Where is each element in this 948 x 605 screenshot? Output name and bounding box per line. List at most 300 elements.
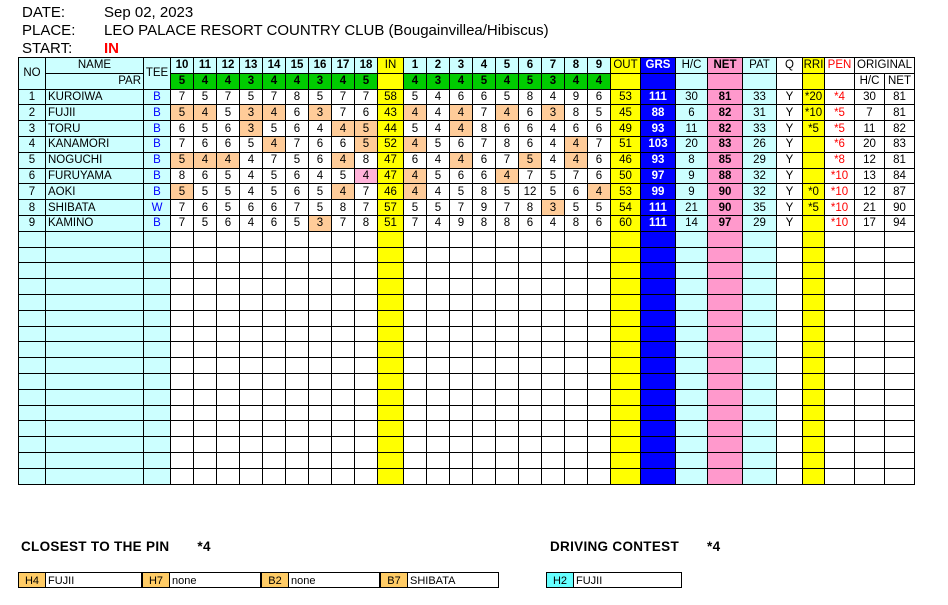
empty-cell bbox=[588, 358, 611, 374]
empty-cell bbox=[286, 421, 309, 437]
empty-cell bbox=[309, 231, 332, 247]
empty-cell bbox=[144, 326, 171, 342]
hole-score: 6 bbox=[240, 200, 263, 216]
start-line bbox=[22, 40, 119, 57]
empty-cell bbox=[588, 437, 611, 453]
empty-cell bbox=[240, 342, 263, 358]
player-name: KANAMORI bbox=[46, 136, 144, 152]
player-name: KUROIWA bbox=[46, 89, 144, 105]
par-value: 3 bbox=[542, 73, 565, 89]
empty-cell bbox=[641, 342, 676, 358]
empty-cell bbox=[19, 342, 46, 358]
empty-cell bbox=[777, 326, 803, 342]
player-handicap: 20 bbox=[676, 136, 708, 152]
empty-cell bbox=[355, 263, 378, 279]
hole-score: 8 bbox=[565, 105, 588, 121]
par-value: 5 bbox=[171, 73, 194, 89]
empty-cell bbox=[565, 326, 588, 342]
empty-cell bbox=[777, 247, 803, 263]
empty-cell bbox=[263, 247, 286, 263]
empty-cell bbox=[777, 468, 803, 484]
hole-score: 6 bbox=[286, 168, 309, 184]
col-pen: PEN bbox=[825, 58, 855, 74]
hole-score: 4 bbox=[404, 105, 427, 121]
hole-score: 5 bbox=[194, 89, 217, 105]
hole-score: 4 bbox=[332, 152, 355, 168]
hole-score: 7 bbox=[473, 105, 496, 121]
empty-cell bbox=[743, 310, 777, 326]
empty-cell bbox=[19, 389, 46, 405]
col-in: IN bbox=[378, 58, 404, 74]
hole-number: 12 bbox=[217, 58, 240, 74]
empty-cell bbox=[641, 373, 676, 389]
player-name: TORU bbox=[46, 121, 144, 137]
empty-cell bbox=[743, 468, 777, 484]
empty-cell bbox=[263, 437, 286, 453]
par-value: 4 bbox=[496, 73, 519, 89]
hole-score: 4 bbox=[404, 136, 427, 152]
empty-cell bbox=[240, 279, 263, 295]
hole-score: 6 bbox=[450, 136, 473, 152]
player-penalty: *8 bbox=[825, 152, 855, 168]
empty-cell bbox=[885, 452, 915, 468]
empty-cell bbox=[427, 263, 450, 279]
empty-cell bbox=[144, 294, 171, 310]
empty-cell bbox=[676, 468, 708, 484]
empty-cell bbox=[777, 263, 803, 279]
hole-score: 5 bbox=[171, 184, 194, 200]
empty-cell bbox=[777, 421, 803, 437]
empty-cell bbox=[588, 373, 611, 389]
empty-cell bbox=[885, 294, 915, 310]
player-orig-net: 87 bbox=[885, 184, 915, 200]
player-qualified: Y bbox=[777, 168, 803, 184]
empty-cell bbox=[496, 247, 519, 263]
place-line bbox=[22, 22, 549, 39]
hole-score: 5 bbox=[427, 200, 450, 216]
empty-cell bbox=[565, 247, 588, 263]
par-grs-blank bbox=[641, 73, 676, 89]
hole-score: 8 bbox=[565, 215, 588, 231]
empty-cell bbox=[641, 326, 676, 342]
hole-score: 4 bbox=[404, 168, 427, 184]
player-out-total: 54 bbox=[611, 200, 641, 216]
hole-score: 4 bbox=[427, 184, 450, 200]
hole-score: 5 bbox=[565, 200, 588, 216]
empty-cell bbox=[355, 294, 378, 310]
empty-cell bbox=[542, 279, 565, 295]
ctp-winner: SHIBATA bbox=[410, 575, 456, 587]
empty-cell bbox=[565, 405, 588, 421]
empty-cell bbox=[171, 452, 194, 468]
player-no: 6 bbox=[19, 168, 46, 184]
player-out-total: 53 bbox=[611, 89, 641, 105]
hole-score: 4 bbox=[332, 184, 355, 200]
empty-cell bbox=[641, 468, 676, 484]
player-no: 2 bbox=[19, 105, 46, 121]
empty-cell bbox=[708, 263, 743, 279]
empty-cell bbox=[777, 310, 803, 326]
empty-cell bbox=[404, 358, 427, 374]
empty-cell bbox=[286, 294, 309, 310]
empty-cell bbox=[194, 294, 217, 310]
empty-cell bbox=[542, 468, 565, 484]
empty-cell bbox=[263, 468, 286, 484]
hole-score: 7 bbox=[404, 215, 427, 231]
hole-score: 9 bbox=[565, 89, 588, 105]
player-net: 90 bbox=[708, 184, 743, 200]
empty-cell bbox=[855, 310, 885, 326]
empty-cell bbox=[743, 358, 777, 374]
hole-score: 6 bbox=[194, 168, 217, 184]
empty-cell bbox=[676, 452, 708, 468]
empty-cell bbox=[332, 310, 355, 326]
empty-cell bbox=[588, 468, 611, 484]
empty-cell bbox=[19, 279, 46, 295]
empty-cell bbox=[708, 326, 743, 342]
par-rri-blank bbox=[803, 73, 825, 89]
empty-cell bbox=[427, 421, 450, 437]
player-qualified: Y bbox=[777, 184, 803, 200]
col-grs: GRS bbox=[641, 58, 676, 74]
empty-cell bbox=[588, 342, 611, 358]
empty-cell bbox=[427, 310, 450, 326]
player-putts: 33 bbox=[743, 121, 777, 137]
player-out-total: 49 bbox=[611, 121, 641, 137]
empty-cell bbox=[588, 279, 611, 295]
empty-cell bbox=[240, 405, 263, 421]
hole-score: 6 bbox=[588, 168, 611, 184]
par-label: PAR bbox=[46, 73, 144, 89]
empty-cell bbox=[519, 389, 542, 405]
player-tee: B bbox=[144, 136, 171, 152]
empty-cell bbox=[611, 247, 641, 263]
empty-row bbox=[19, 421, 945, 437]
hole-score: 8 bbox=[332, 200, 355, 216]
hole-score: 4 bbox=[194, 152, 217, 168]
player-gross: 97 bbox=[641, 168, 676, 184]
hole-score: 5 bbox=[309, 200, 332, 216]
hole-score: 7 bbox=[450, 200, 473, 216]
empty-cell bbox=[708, 310, 743, 326]
player-handicap: 9 bbox=[676, 168, 708, 184]
empty-cell bbox=[171, 310, 194, 326]
empty-cell bbox=[855, 326, 885, 342]
hole-score: 5 bbox=[427, 168, 450, 184]
hole-score: 5 bbox=[263, 184, 286, 200]
ctp-hole: H7 bbox=[143, 573, 170, 587]
empty-cell bbox=[263, 358, 286, 374]
hole-score: 5 bbox=[217, 168, 240, 184]
player-row bbox=[19, 89, 945, 105]
empty-cell bbox=[885, 389, 915, 405]
empty-cell bbox=[676, 389, 708, 405]
empty-cell bbox=[217, 389, 240, 405]
hole-score: 8 bbox=[473, 121, 496, 137]
empty-cell bbox=[825, 326, 855, 342]
empty-cell bbox=[450, 247, 473, 263]
player-handicap: 11 bbox=[676, 121, 708, 137]
player-net: 82 bbox=[708, 121, 743, 137]
empty-cell bbox=[743, 437, 777, 453]
hole-score: 4 bbox=[332, 121, 355, 137]
empty-cell bbox=[743, 263, 777, 279]
hole-number: 10 bbox=[171, 58, 194, 74]
hole-score: 9 bbox=[473, 200, 496, 216]
hole-number: 7 bbox=[542, 58, 565, 74]
empty-cell bbox=[46, 342, 144, 358]
player-qualified: Y bbox=[777, 136, 803, 152]
empty-cell bbox=[708, 342, 743, 358]
empty-cell bbox=[611, 326, 641, 342]
empty-cell bbox=[378, 231, 404, 247]
hole-score: 4 bbox=[240, 168, 263, 184]
player-tee: W bbox=[144, 200, 171, 216]
empty-cell bbox=[46, 468, 144, 484]
driving-contest-title bbox=[550, 539, 720, 554]
hole-score: 5 bbox=[286, 215, 309, 231]
empty-cell bbox=[519, 421, 542, 437]
player-in-total: 57 bbox=[378, 200, 404, 216]
ctp-box bbox=[261, 572, 380, 588]
empty-cell bbox=[46, 326, 144, 342]
empty-cell bbox=[240, 310, 263, 326]
player-rri bbox=[803, 215, 825, 231]
par-hc-blank bbox=[676, 73, 708, 89]
empty-cell bbox=[332, 294, 355, 310]
empty-cell bbox=[286, 326, 309, 342]
hole-score: 4 bbox=[217, 152, 240, 168]
col-original: ORIGINAL bbox=[855, 58, 915, 74]
empty-cell bbox=[46, 421, 144, 437]
empty-row bbox=[19, 263, 945, 279]
hole-score: 6 bbox=[194, 200, 217, 216]
empty-cell bbox=[171, 294, 194, 310]
hole-score: 7 bbox=[263, 152, 286, 168]
hole-score: 7 bbox=[519, 168, 542, 184]
empty-cell bbox=[194, 231, 217, 247]
empty-row bbox=[19, 373, 945, 389]
empty-cell bbox=[355, 342, 378, 358]
empty-cell bbox=[427, 231, 450, 247]
empty-cell bbox=[404, 279, 427, 295]
empty-cell bbox=[144, 405, 171, 421]
player-orig-net: 81 bbox=[885, 89, 915, 105]
empty-cell bbox=[825, 294, 855, 310]
empty-cell bbox=[450, 326, 473, 342]
empty-cell bbox=[240, 231, 263, 247]
player-tee: B bbox=[144, 168, 171, 184]
empty-cell bbox=[496, 373, 519, 389]
empty-cell bbox=[855, 358, 885, 374]
empty-cell bbox=[404, 310, 427, 326]
player-rri: *20 bbox=[803, 89, 825, 105]
empty-cell bbox=[144, 468, 171, 484]
hole-score: 8 bbox=[355, 152, 378, 168]
empty-cell bbox=[240, 358, 263, 374]
player-net: 88 bbox=[708, 168, 743, 184]
empty-cell bbox=[825, 342, 855, 358]
ctp-box bbox=[380, 572, 499, 588]
empty-cell bbox=[473, 405, 496, 421]
empty-cell bbox=[378, 405, 404, 421]
player-out-total: 53 bbox=[611, 184, 641, 200]
empty-cell bbox=[743, 342, 777, 358]
player-no: 8 bbox=[19, 200, 46, 216]
empty-cell bbox=[855, 405, 885, 421]
empty-cell bbox=[708, 468, 743, 484]
hole-score: 4 bbox=[427, 121, 450, 137]
par-out-blank bbox=[611, 73, 641, 89]
empty-cell bbox=[743, 405, 777, 421]
empty-cell bbox=[171, 358, 194, 374]
empty-cell bbox=[194, 279, 217, 295]
empty-cell bbox=[309, 342, 332, 358]
empty-cell bbox=[496, 389, 519, 405]
empty-cell bbox=[885, 326, 915, 342]
col-orig-net: NET bbox=[885, 73, 915, 89]
empty-cell bbox=[404, 326, 427, 342]
player-handicap: 6 bbox=[676, 105, 708, 121]
empty-cell bbox=[803, 405, 825, 421]
player-handicap: 8 bbox=[676, 152, 708, 168]
empty-cell bbox=[355, 326, 378, 342]
empty-cell bbox=[708, 279, 743, 295]
empty-cell bbox=[194, 405, 217, 421]
empty-cell bbox=[427, 452, 450, 468]
player-gross: 111 bbox=[641, 200, 676, 216]
player-net: 82 bbox=[708, 105, 743, 121]
player-putts: 29 bbox=[743, 215, 777, 231]
hole-score: 7 bbox=[355, 184, 378, 200]
closest-to-pin-title bbox=[21, 539, 211, 554]
empty-cell bbox=[743, 294, 777, 310]
empty-cell bbox=[240, 437, 263, 453]
empty-cell bbox=[404, 263, 427, 279]
empty-cell bbox=[885, 310, 915, 326]
empty-cell bbox=[885, 342, 915, 358]
player-gross: 111 bbox=[641, 215, 676, 231]
empty-cell bbox=[565, 373, 588, 389]
player-orig-hc: 13 bbox=[855, 168, 885, 184]
empty-cell bbox=[473, 231, 496, 247]
hole-score: 7 bbox=[355, 89, 378, 105]
player-name: FUJII bbox=[46, 105, 144, 121]
player-orig-net: 81 bbox=[885, 152, 915, 168]
player-gross: 99 bbox=[641, 184, 676, 200]
empty-cell bbox=[263, 279, 286, 295]
par-value: 3 bbox=[427, 73, 450, 89]
player-rri bbox=[803, 136, 825, 152]
empty-cell bbox=[542, 326, 565, 342]
player-orig-hc: 7 bbox=[855, 105, 885, 121]
empty-cell bbox=[542, 294, 565, 310]
empty-cell bbox=[404, 342, 427, 358]
empty-cell bbox=[542, 263, 565, 279]
empty-cell bbox=[309, 468, 332, 484]
empty-cell bbox=[217, 452, 240, 468]
empty-cell bbox=[450, 468, 473, 484]
hole-score: 3 bbox=[309, 105, 332, 121]
empty-cell bbox=[217, 437, 240, 453]
empty-cell bbox=[332, 373, 355, 389]
player-orig-hc: 30 bbox=[855, 89, 885, 105]
par-value: 4 bbox=[217, 73, 240, 89]
hole-score: 6 bbox=[519, 136, 542, 152]
hole-score: 4 bbox=[450, 105, 473, 121]
empty-cell bbox=[519, 452, 542, 468]
empty-cell bbox=[263, 389, 286, 405]
player-handicap: 9 bbox=[676, 184, 708, 200]
empty-cell bbox=[588, 452, 611, 468]
empty-cell bbox=[676, 310, 708, 326]
empty-cell bbox=[19, 247, 46, 263]
empty-cell bbox=[825, 468, 855, 484]
empty-cell bbox=[473, 310, 496, 326]
player-gross: 103 bbox=[641, 136, 676, 152]
empty-cell bbox=[708, 231, 743, 247]
empty-cell bbox=[855, 421, 885, 437]
empty-cell bbox=[473, 342, 496, 358]
empty-cell bbox=[332, 468, 355, 484]
player-qualified: Y bbox=[777, 152, 803, 168]
empty-cell bbox=[777, 452, 803, 468]
hole-score: 5 bbox=[171, 105, 194, 121]
empty-cell bbox=[803, 468, 825, 484]
empty-cell bbox=[565, 468, 588, 484]
player-in-total: 46 bbox=[378, 184, 404, 200]
empty-cell bbox=[825, 452, 855, 468]
empty-cell bbox=[855, 437, 885, 453]
empty-cell bbox=[611, 452, 641, 468]
hole-score: 6 bbox=[519, 105, 542, 121]
empty-cell bbox=[473, 326, 496, 342]
hole-number: 15 bbox=[286, 58, 309, 74]
start-label: START: bbox=[22, 40, 73, 57]
empty-cell bbox=[332, 405, 355, 421]
empty-cell bbox=[263, 231, 286, 247]
hole-score: 8 bbox=[519, 89, 542, 105]
empty-cell bbox=[427, 326, 450, 342]
hole-score: 4 bbox=[263, 136, 286, 152]
empty-cell bbox=[708, 389, 743, 405]
empty-cell bbox=[565, 358, 588, 374]
empty-cell bbox=[641, 294, 676, 310]
hole-score: 6 bbox=[473, 89, 496, 105]
hole-score: 6 bbox=[286, 184, 309, 200]
empty-cell bbox=[286, 358, 309, 374]
player-penalty: *10 bbox=[825, 200, 855, 216]
empty-cell bbox=[46, 358, 144, 374]
hole-score: 6 bbox=[473, 152, 496, 168]
empty-cell bbox=[240, 294, 263, 310]
empty-cell bbox=[404, 405, 427, 421]
empty-cell bbox=[450, 279, 473, 295]
empty-cell bbox=[777, 389, 803, 405]
hole-score: 6 bbox=[496, 121, 519, 137]
empty-cell bbox=[309, 326, 332, 342]
player-orig-net: 94 bbox=[885, 215, 915, 231]
player-orig-net: 81 bbox=[885, 105, 915, 121]
empty-cell bbox=[825, 437, 855, 453]
empty-cell bbox=[194, 310, 217, 326]
hole-score: 4 bbox=[309, 168, 332, 184]
hole-score: 5 bbox=[194, 184, 217, 200]
hole-score: 5 bbox=[496, 184, 519, 200]
hole-number: 1 bbox=[404, 58, 427, 74]
empty-cell bbox=[676, 437, 708, 453]
hole-number: 14 bbox=[263, 58, 286, 74]
